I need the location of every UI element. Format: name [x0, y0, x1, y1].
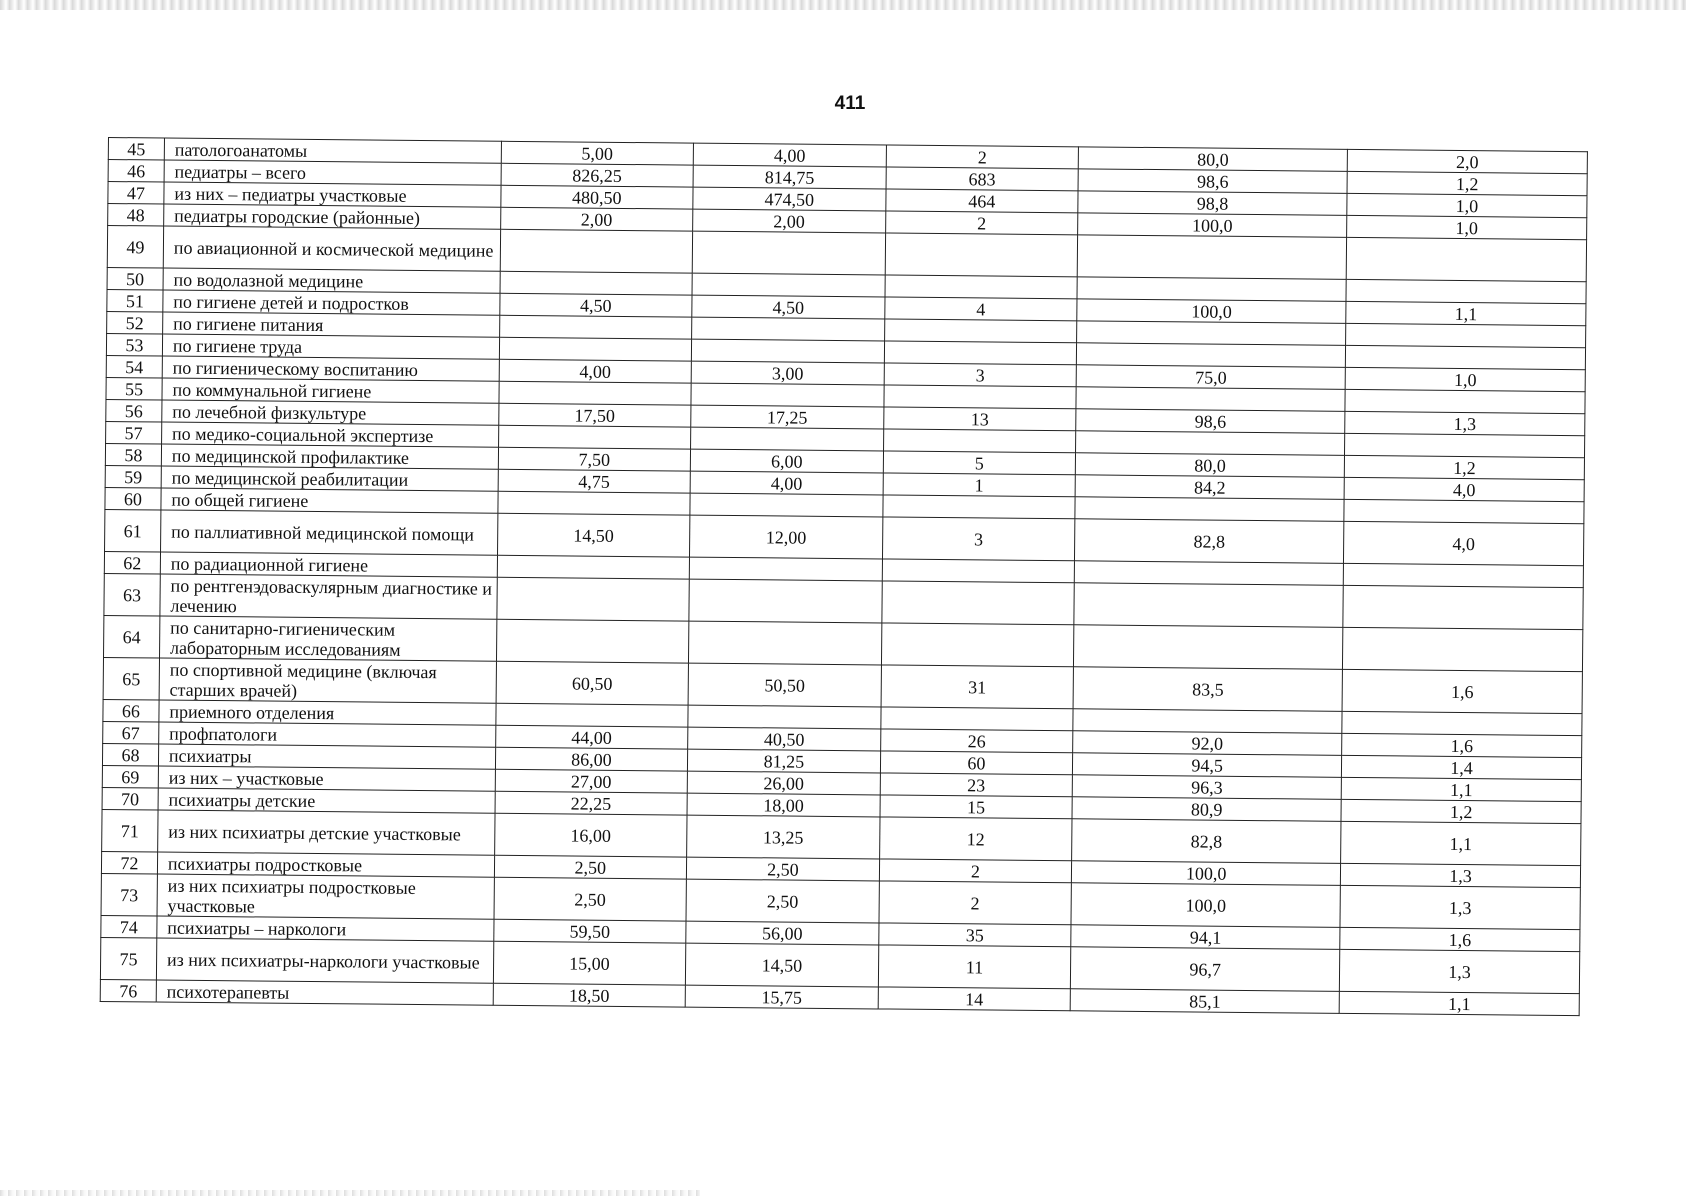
- value-cell-3: [885, 275, 1078, 299]
- specialty-name-cell: по гигиене детей и подростков: [163, 290, 500, 315]
- row-number-cell: 47: [108, 182, 164, 205]
- value-cell-3: [884, 385, 1077, 409]
- row-number-cell: 49: [107, 226, 163, 269]
- specialty-name-cell: по радиационной гигиене: [160, 552, 497, 577]
- value-cell-1: 2,50: [494, 855, 687, 879]
- value-cell-3: 4: [884, 297, 1077, 321]
- value-cell-2: 17,25: [691, 405, 884, 429]
- value-cell-2: [689, 579, 882, 623]
- value-cell-2: [689, 621, 882, 665]
- scan-edge-bottom: [0, 1190, 700, 1196]
- value-cell-1: [500, 271, 693, 295]
- specialty-name-cell: психиатры подростковые: [157, 852, 494, 877]
- value-cell-4: 98,6: [1078, 169, 1347, 194]
- value-cell-3: [881, 623, 1074, 667]
- value-cell-2: [692, 273, 885, 297]
- value-cell-2: 814,75: [693, 165, 886, 189]
- specialty-name-cell: по общей гигиене: [161, 488, 498, 513]
- value-cell-3: [885, 233, 1078, 277]
- specialty-name-cell: по рентгенэдоваскулярным диагностике и лечению: [160, 574, 497, 619]
- row-number-cell: 45: [108, 138, 164, 161]
- value-cell-4: 80,0: [1075, 453, 1344, 478]
- table-body: [100, 138, 1587, 1016]
- value-cell-3: 1: [883, 473, 1076, 497]
- value-cell-3: 464: [885, 189, 1078, 213]
- specialty-name-cell: по паллиативной медицинской помощи: [160, 510, 497, 555]
- value-cell-5: 1,1: [1341, 777, 1581, 801]
- value-cell-4: [1077, 321, 1346, 346]
- value-cell-5: 1,0: [1347, 193, 1587, 217]
- specialty-name-cell: из них – участковые: [158, 766, 495, 791]
- value-cell-5: 4,0: [1344, 477, 1584, 501]
- value-cell-4: 82,8: [1072, 819, 1341, 864]
- row-number-cell: 52: [107, 311, 163, 334]
- value-cell-3: [882, 581, 1075, 625]
- value-cell-3: 3: [884, 363, 1077, 387]
- value-cell-2: 4,00: [693, 143, 886, 167]
- value-cell-1: 2,50: [494, 877, 687, 921]
- specialty-name-cell: по медико-социальной экспертизе: [161, 422, 498, 447]
- row-number-cell: 64: [104, 615, 160, 658]
- value-cell-5: [1346, 323, 1586, 347]
- value-cell-4: 85,1: [1070, 989, 1339, 1014]
- row-number-cell: 71: [102, 809, 158, 852]
- specialty-name-cell: по гигиене питания: [163, 312, 500, 337]
- row-number-cell: 73: [101, 873, 157, 916]
- value-cell-1: 2,00: [500, 207, 693, 231]
- value-cell-3: 60: [880, 751, 1073, 775]
- value-cell-1: 22,25: [495, 791, 688, 815]
- value-cell-1: 17,50: [498, 403, 691, 427]
- value-cell-5: 1,1: [1339, 991, 1579, 1015]
- value-cell-1: 14,50: [497, 513, 690, 557]
- value-cell-4: 94,1: [1071, 925, 1340, 950]
- specialty-name-cell: из них психиатры детские участковые: [158, 810, 495, 855]
- value-cell-3: 14: [878, 987, 1071, 1011]
- value-cell-2: 56,00: [686, 921, 879, 945]
- value-cell-3: 11: [878, 945, 1071, 989]
- value-cell-1: [500, 229, 693, 273]
- value-cell-5: [1342, 711, 1582, 735]
- value-cell-3: [884, 341, 1077, 365]
- specialty-name-cell: по медицинской реабилитации: [161, 466, 498, 491]
- value-cell-5: 1,3: [1340, 863, 1580, 887]
- value-cell-4: 82,8: [1075, 519, 1344, 564]
- row-number-cell: 74: [101, 915, 157, 938]
- value-cell-4: [1077, 277, 1346, 302]
- value-cell-4: [1074, 561, 1343, 586]
- value-cell-2: [691, 427, 884, 451]
- value-cell-2: 2,50: [686, 879, 879, 923]
- value-cell-4: 100,0: [1071, 883, 1340, 928]
- value-cell-1: 5,00: [501, 141, 694, 165]
- staffing-table-container: [100, 137, 1588, 1016]
- value-cell-2: [689, 557, 882, 581]
- row-number-cell: 76: [100, 979, 156, 1002]
- value-cell-3: 3: [882, 517, 1075, 561]
- value-cell-4: 100,0: [1078, 213, 1347, 238]
- value-cell-4: 100,0: [1072, 861, 1341, 886]
- specialty-name-cell: по гигиене труда: [162, 334, 499, 359]
- value-cell-2: 6,00: [690, 449, 883, 473]
- value-cell-3: 5: [883, 451, 1076, 475]
- value-cell-5: [1345, 389, 1585, 413]
- value-cell-1: [499, 381, 692, 405]
- value-cell-5: [1345, 345, 1585, 369]
- value-cell-4: [1077, 343, 1346, 368]
- value-cell-1: [495, 703, 688, 727]
- value-cell-4: 100,0: [1077, 299, 1346, 324]
- value-cell-5: 4,0: [1344, 521, 1584, 565]
- value-cell-2: 40,50: [688, 727, 881, 751]
- value-cell-2: 4,50: [692, 295, 885, 319]
- staffing-table: [100, 137, 1588, 1016]
- value-cell-4: [1074, 625, 1343, 670]
- value-cell-3: [881, 707, 1074, 731]
- value-cell-2: [691, 383, 884, 407]
- value-cell-4: [1075, 497, 1344, 522]
- value-cell-5: [1345, 433, 1585, 457]
- value-cell-1: 60,50: [496, 661, 689, 705]
- row-number-cell: 67: [103, 721, 159, 744]
- value-cell-4: 92,0: [1073, 731, 1342, 756]
- value-cell-1: [496, 619, 689, 663]
- row-number-cell: 70: [102, 787, 158, 810]
- value-cell-5: [1344, 499, 1584, 523]
- value-cell-5: 1,3: [1345, 411, 1585, 435]
- value-cell-4: 80,0: [1078, 147, 1347, 172]
- specialty-name-cell: из них психиатры подростковые участковые: [157, 874, 494, 919]
- value-cell-3: [882, 559, 1075, 583]
- specialty-name-cell: психиатры: [158, 744, 495, 769]
- row-number-cell: 57: [106, 421, 162, 444]
- row-number-cell: 72: [101, 851, 157, 874]
- value-cell-5: 1,3: [1339, 949, 1579, 993]
- row-number-cell: 66: [103, 699, 159, 722]
- value-cell-3: [884, 319, 1077, 343]
- specialty-name-cell: из них психиатры-наркологи участковые: [156, 938, 493, 983]
- row-number-cell: 53: [106, 333, 162, 356]
- value-cell-3: 683: [886, 167, 1079, 191]
- value-cell-5: 1,3: [1340, 885, 1580, 929]
- specialty-name-cell: психотерапевты: [156, 980, 493, 1005]
- value-cell-2: [692, 231, 885, 275]
- value-cell-4: 98,8: [1078, 191, 1347, 216]
- row-number-cell: 51: [107, 289, 163, 312]
- value-cell-1: 16,00: [494, 813, 687, 857]
- value-cell-5: 1,2: [1344, 455, 1584, 479]
- value-cell-1: [497, 491, 690, 515]
- value-cell-1: 27,00: [495, 769, 688, 793]
- specialty-name-cell: педиатры городские (районные): [164, 204, 501, 229]
- value-cell-4: 84,2: [1075, 475, 1344, 500]
- value-cell-2: [692, 339, 885, 363]
- value-cell-4: 83,5: [1073, 667, 1342, 712]
- value-cell-1: 4,00: [499, 359, 692, 383]
- value-cell-2: 2,00: [693, 209, 886, 233]
- value-cell-4: [1077, 235, 1346, 280]
- value-cell-2: [690, 493, 883, 517]
- value-cell-1: 44,00: [495, 725, 688, 749]
- specialty-name-cell: приемного отделения: [159, 700, 496, 725]
- row-number-cell: 60: [105, 487, 161, 510]
- value-cell-2: 4,00: [690, 471, 883, 495]
- specialty-name-cell: по водолазной медицине: [163, 268, 500, 293]
- row-number-cell: 61: [105, 509, 161, 552]
- page-number: 411: [834, 93, 866, 114]
- scan-edge-top: [0, 0, 1686, 10]
- value-cell-3: 2: [886, 145, 1079, 169]
- row-number-cell: 50: [107, 267, 163, 290]
- value-cell-4: 98,6: [1076, 409, 1345, 434]
- value-cell-3: [883, 495, 1076, 519]
- value-cell-3: 13: [883, 407, 1076, 431]
- value-cell-3: 23: [880, 773, 1073, 797]
- value-cell-1: 480,50: [500, 185, 693, 209]
- row-number-cell: 65: [103, 657, 159, 700]
- value-cell-2: 15,75: [685, 985, 878, 1009]
- value-cell-5: 1,6: [1342, 669, 1582, 713]
- specialty-name-cell: по санитарно-гигиеническим лабораторным исследованиям: [159, 616, 496, 661]
- value-cell-2: 50,50: [688, 663, 881, 707]
- value-cell-2: 26,00: [687, 771, 880, 795]
- value-cell-2: 474,50: [693, 187, 886, 211]
- value-cell-3: 2: [885, 211, 1078, 235]
- value-cell-4: 80,9: [1072, 797, 1341, 822]
- value-cell-1: [497, 555, 690, 579]
- row-number-cell: 63: [104, 573, 160, 616]
- value-cell-1: 15,00: [493, 941, 686, 985]
- value-cell-1: [496, 577, 689, 621]
- specialty-name-cell: патологоанатомы: [164, 138, 501, 163]
- row-number-cell: 46: [108, 160, 164, 183]
- value-cell-2: 18,00: [687, 793, 880, 817]
- value-cell-1: 86,00: [495, 747, 688, 771]
- value-cell-2: [688, 705, 881, 729]
- row-number-cell: 54: [106, 355, 162, 378]
- value-cell-4: [1073, 709, 1342, 734]
- value-cell-4: 96,3: [1072, 775, 1341, 800]
- specialty-name-cell: по спортивной медицине (включая старших врачей): [159, 658, 496, 703]
- value-cell-2: 81,25: [688, 749, 881, 773]
- value-cell-5: 1,1: [1341, 821, 1581, 865]
- row-number-cell: 75: [100, 937, 156, 980]
- value-cell-4: 94,5: [1073, 753, 1342, 778]
- specialty-name-cell: по авиационной и космической медицине: [163, 226, 500, 271]
- value-cell-5: 1,0: [1345, 367, 1585, 391]
- value-cell-1: 4,50: [499, 293, 692, 317]
- specialty-name-cell: психиатры детские: [158, 788, 495, 813]
- value-cell-5: [1343, 563, 1583, 587]
- specialty-name-cell: по лечебной физкультуре: [162, 400, 499, 425]
- value-cell-3: 26: [880, 729, 1073, 753]
- value-cell-2: 12,00: [690, 515, 883, 559]
- value-cell-5: 1,4: [1342, 755, 1582, 779]
- specialty-name-cell: по медицинской профилактике: [161, 444, 498, 469]
- value-cell-3: 31: [881, 665, 1074, 709]
- value-cell-5: [1346, 279, 1586, 303]
- value-cell-4: 96,7: [1071, 947, 1340, 992]
- row-number-cell: 55: [106, 377, 162, 400]
- value-cell-2: 14,50: [686, 943, 879, 987]
- value-cell-2: 3,00: [691, 361, 884, 385]
- value-cell-3: 15: [880, 795, 1073, 819]
- specialty-name-cell: по гигиеническому воспитанию: [162, 356, 499, 381]
- value-cell-5: 1,1: [1346, 301, 1586, 325]
- row-number-cell: 59: [105, 465, 161, 488]
- value-cell-5: [1343, 627, 1583, 671]
- row-number-cell: 68: [102, 743, 158, 766]
- specialty-name-cell: из них – педиатры участковые: [164, 182, 501, 207]
- specialty-name-cell: по коммунальной гигиене: [162, 378, 499, 403]
- value-cell-1: 59,50: [493, 919, 686, 943]
- value-cell-3: 12: [879, 817, 1072, 861]
- value-cell-3: 2: [879, 859, 1072, 883]
- value-cell-1: 4,75: [498, 469, 691, 493]
- value-cell-4: [1074, 583, 1343, 628]
- specialty-name-cell: педиатры – всего: [164, 160, 501, 185]
- value-cell-5: [1346, 237, 1586, 281]
- row-number-cell: 56: [106, 399, 162, 422]
- value-cell-1: 18,50: [493, 983, 686, 1007]
- value-cell-5: 1,6: [1342, 733, 1582, 757]
- value-cell-5: 1,2: [1347, 171, 1587, 195]
- value-cell-1: 7,50: [498, 447, 691, 471]
- value-cell-4: 75,0: [1076, 365, 1345, 390]
- specialty-name-cell: профпатологи: [159, 722, 496, 747]
- value-cell-4: [1076, 387, 1345, 412]
- specialty-name-cell: психиатры – наркологи: [157, 916, 494, 941]
- row-number-cell: 69: [102, 765, 158, 788]
- row-number-cell: 48: [108, 204, 164, 227]
- value-cell-5: 1,2: [1341, 799, 1581, 823]
- value-cell-1: [498, 425, 691, 449]
- value-cell-2: 13,25: [687, 815, 880, 859]
- row-number-cell: 62: [104, 551, 160, 574]
- value-cell-3: 2: [879, 881, 1072, 925]
- value-cell-5: 2,0: [1347, 149, 1587, 173]
- value-cell-2: [692, 317, 885, 341]
- value-cell-1: 826,25: [501, 163, 694, 187]
- value-cell-1: [499, 337, 692, 361]
- value-cell-5: 1,0: [1347, 215, 1587, 239]
- value-cell-5: [1343, 585, 1583, 629]
- row-number-cell: 58: [105, 443, 161, 466]
- value-cell-2: 2,50: [687, 857, 880, 881]
- value-cell-1: [499, 315, 692, 339]
- value-cell-3: [883, 429, 1076, 453]
- value-cell-4: [1076, 431, 1345, 456]
- value-cell-3: 35: [878, 923, 1071, 947]
- value-cell-5: 1,6: [1340, 927, 1580, 951]
